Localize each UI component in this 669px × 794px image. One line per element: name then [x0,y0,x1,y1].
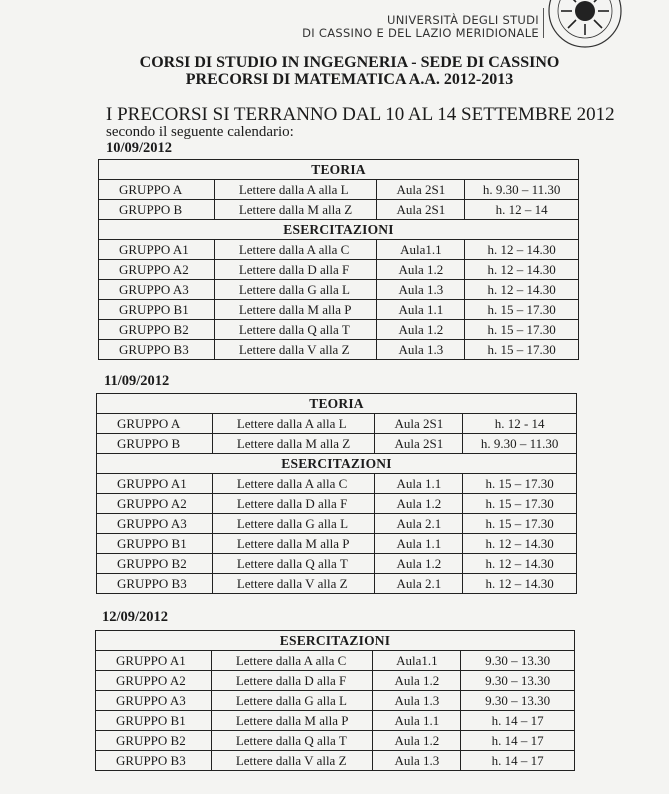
time-cell: h. 12 – 14 [465,200,579,220]
table-row [97,474,577,494]
room-cell: Aula 2.1 [375,514,463,534]
table-row [97,574,577,594]
room-cell: Aula1.1 [373,651,461,671]
intro-heading: I PRECORSI SI TERRANNO DAL 10 AL 14 SETTEMBRE 2012 [106,104,615,125]
letters-cell: Lettere dalla G alla L [212,514,375,534]
group-cell: GRUPPO B3 [96,751,212,771]
section-row [97,394,577,414]
letters-cell: Lettere dalla A alla L [214,180,377,200]
table-row [99,240,579,260]
room-cell: Aula 1.1 [375,474,463,494]
time-cell: h. 15 – 17.30 [465,340,579,360]
room-cell: Aula 1.1 [373,711,461,731]
table-row [99,200,579,220]
letters-cell: Lettere dalla G alla L [214,280,377,300]
time-cell: h. 12 – 14.30 [465,240,579,260]
letters-cell: Lettere dalla V alla Z [212,574,375,594]
letters-cell: Lettere dalla M alla P [211,711,373,731]
group-cell: GRUPPO B2 [97,554,213,574]
table-row [96,671,575,691]
letters-cell: Lettere dalla D alla F [212,494,375,514]
group-cell: GRUPPO A [99,180,215,200]
room-cell: Aula 1.2 [377,320,465,340]
table-row [97,554,577,574]
letters-cell: Lettere dalla M alla Z [214,200,377,220]
group-cell: GRUPPO B3 [97,574,213,594]
section-row [99,160,579,180]
university-line-1: UNIVERSITÀ DEGLI STUDI [387,13,539,27]
table-row [96,691,575,711]
letters-cell: Lettere dalla D alla F [211,671,373,691]
time-cell: h. 12 – 14.30 [463,554,577,574]
table-row [99,300,579,320]
logo-divider [543,8,544,38]
room-cell: Aula 1.2 [373,731,461,751]
group-cell: GRUPPO A1 [97,474,213,494]
room-cell: Aula 1.2 [375,494,463,514]
schedule-table-day-2 [96,393,577,594]
time-cell: h. 14 – 17 [461,731,575,751]
title-line-1: CORSI DI STUDIO IN INGEGNERIA - SEDE DI CASSINO [139,54,560,71]
group-cell: GRUPPO B1 [99,300,215,320]
letters-cell: Lettere dalla G alla L [211,691,373,711]
university-name [302,14,539,40]
letters-cell: Lettere dalla A alla L [212,414,375,434]
group-cell: GRUPPO B3 [99,340,215,360]
time-cell: h. 15 – 17.30 [463,494,577,514]
letters-cell: Lettere dalla M alla Z [212,434,375,454]
date-day-2: 11/09/2012 [104,373,170,389]
group-cell: GRUPPO B2 [99,320,215,340]
room-cell: Aula 1.1 [377,300,465,320]
date-day-1: 10/09/2012 [106,140,173,156]
table-row [97,534,577,554]
time-cell: h. 9.30 – 11.30 [465,180,579,200]
group-cell: GRUPPO A1 [96,651,212,671]
section-heading: ESERCITAZIONI [99,220,579,240]
section-heading: TEORIA [99,160,579,180]
table-row [97,514,577,534]
time-cell: h. 9.30 – 11.30 [463,434,577,454]
group-cell: GRUPPO B [97,434,213,454]
time-cell: h. 12 – 14.30 [463,534,577,554]
table-row [96,651,575,671]
section-row [96,631,575,651]
room-cell: Aula 1.3 [373,751,461,771]
table-row [96,731,575,751]
group-cell: GRUPPO A1 [99,240,215,260]
letters-cell: Lettere dalla Q alla T [212,554,375,574]
time-cell: h. 12 – 14.30 [465,280,579,300]
table-row [99,340,579,360]
letters-cell: Lettere dalla M alla P [212,534,375,554]
room-cell: Aula 2.1 [375,574,463,594]
group-cell: GRUPPO A [97,414,213,434]
room-cell: Aula1.1 [377,240,465,260]
group-cell: GRUPPO B1 [96,711,212,731]
letters-cell: Lettere dalla A alla C [214,240,377,260]
time-cell: h. 15 – 17.30 [463,514,577,534]
schedule-table-day-3 [95,630,575,771]
time-cell: 9.30 – 13.30 [461,671,575,691]
section-row [97,454,577,474]
group-cell: GRUPPO A2 [97,494,213,514]
room-cell: Aula 1.2 [377,260,465,280]
section-row [99,220,579,240]
time-cell: h. 14 – 17 [461,751,575,771]
section-heading: ESERCITAZIONI [96,631,575,651]
room-cell: Aula 1.3 [373,691,461,711]
time-cell: h. 15 – 17.30 [465,300,579,320]
time-cell: h. 12 – 14.30 [463,574,577,594]
table-row [99,320,579,340]
time-cell: h. 12 – 14.30 [465,260,579,280]
room-cell: Aula 1.2 [375,554,463,574]
group-cell: GRUPPO A2 [96,671,212,691]
date-day-3: 12/09/2012 [102,609,169,625]
table-row [97,414,577,434]
letters-cell: Lettere dalla D alla F [214,260,377,280]
group-cell: GRUPPO B [99,200,215,220]
table-row [97,434,577,454]
university-line-2: DI CASSINO E DEL LAZIO MERIDIONALE [302,26,539,40]
table-row [99,280,579,300]
letters-cell: Lettere dalla A alla C [212,474,375,494]
room-cell: Aula 1.3 [377,280,465,300]
intro-subheading: secondo il seguente calendario: [106,124,294,140]
room-cell: Aula 1.2 [373,671,461,691]
group-cell: GRUPPO A3 [97,514,213,534]
table-row [97,494,577,514]
group-cell: GRUPPO B1 [97,534,213,554]
time-cell: 9.30 – 13.30 [461,691,575,711]
letters-cell: Lettere dalla M alla P [214,300,377,320]
room-cell: Aula 2S1 [375,434,463,454]
time-cell: 9.30 – 13.30 [461,651,575,671]
letters-cell: Lettere dalla V alla Z [211,751,373,771]
title-line-2: PRECORSI DI MATEMATICA A.A. 2012-2013 [185,71,514,88]
table-row [99,180,579,200]
room-cell: Aula 2S1 [377,200,465,220]
document-title [0,54,669,88]
table-row [96,751,575,771]
table-row [99,260,579,280]
letters-cell: Lettere dalla A alla C [211,651,373,671]
time-cell: h. 15 – 17.30 [465,320,579,340]
group-cell: GRUPPO B2 [96,731,212,751]
university-seal-icon [546,0,624,50]
time-cell: h. 15 – 17.30 [463,474,577,494]
group-cell: GRUPPO A2 [99,260,215,280]
time-cell: h. 12 - 14 [463,414,577,434]
room-cell: Aula 1.3 [377,340,465,360]
section-heading: TEORIA [97,394,577,414]
letters-cell: Lettere dalla Q alla T [211,731,373,751]
room-cell: Aula 2S1 [377,180,465,200]
time-cell: h. 14 – 17 [461,711,575,731]
letters-cell: Lettere dalla Q alla T [214,320,377,340]
section-heading: ESERCITAZIONI [97,454,577,474]
letters-cell: Lettere dalla V alla Z [214,340,377,360]
group-cell: GRUPPO A3 [96,691,212,711]
room-cell: Aula 2S1 [375,414,463,434]
schedule-table-day-1 [98,159,579,360]
group-cell: GRUPPO A3 [99,280,215,300]
table-row [96,711,575,731]
room-cell: Aula 1.1 [375,534,463,554]
